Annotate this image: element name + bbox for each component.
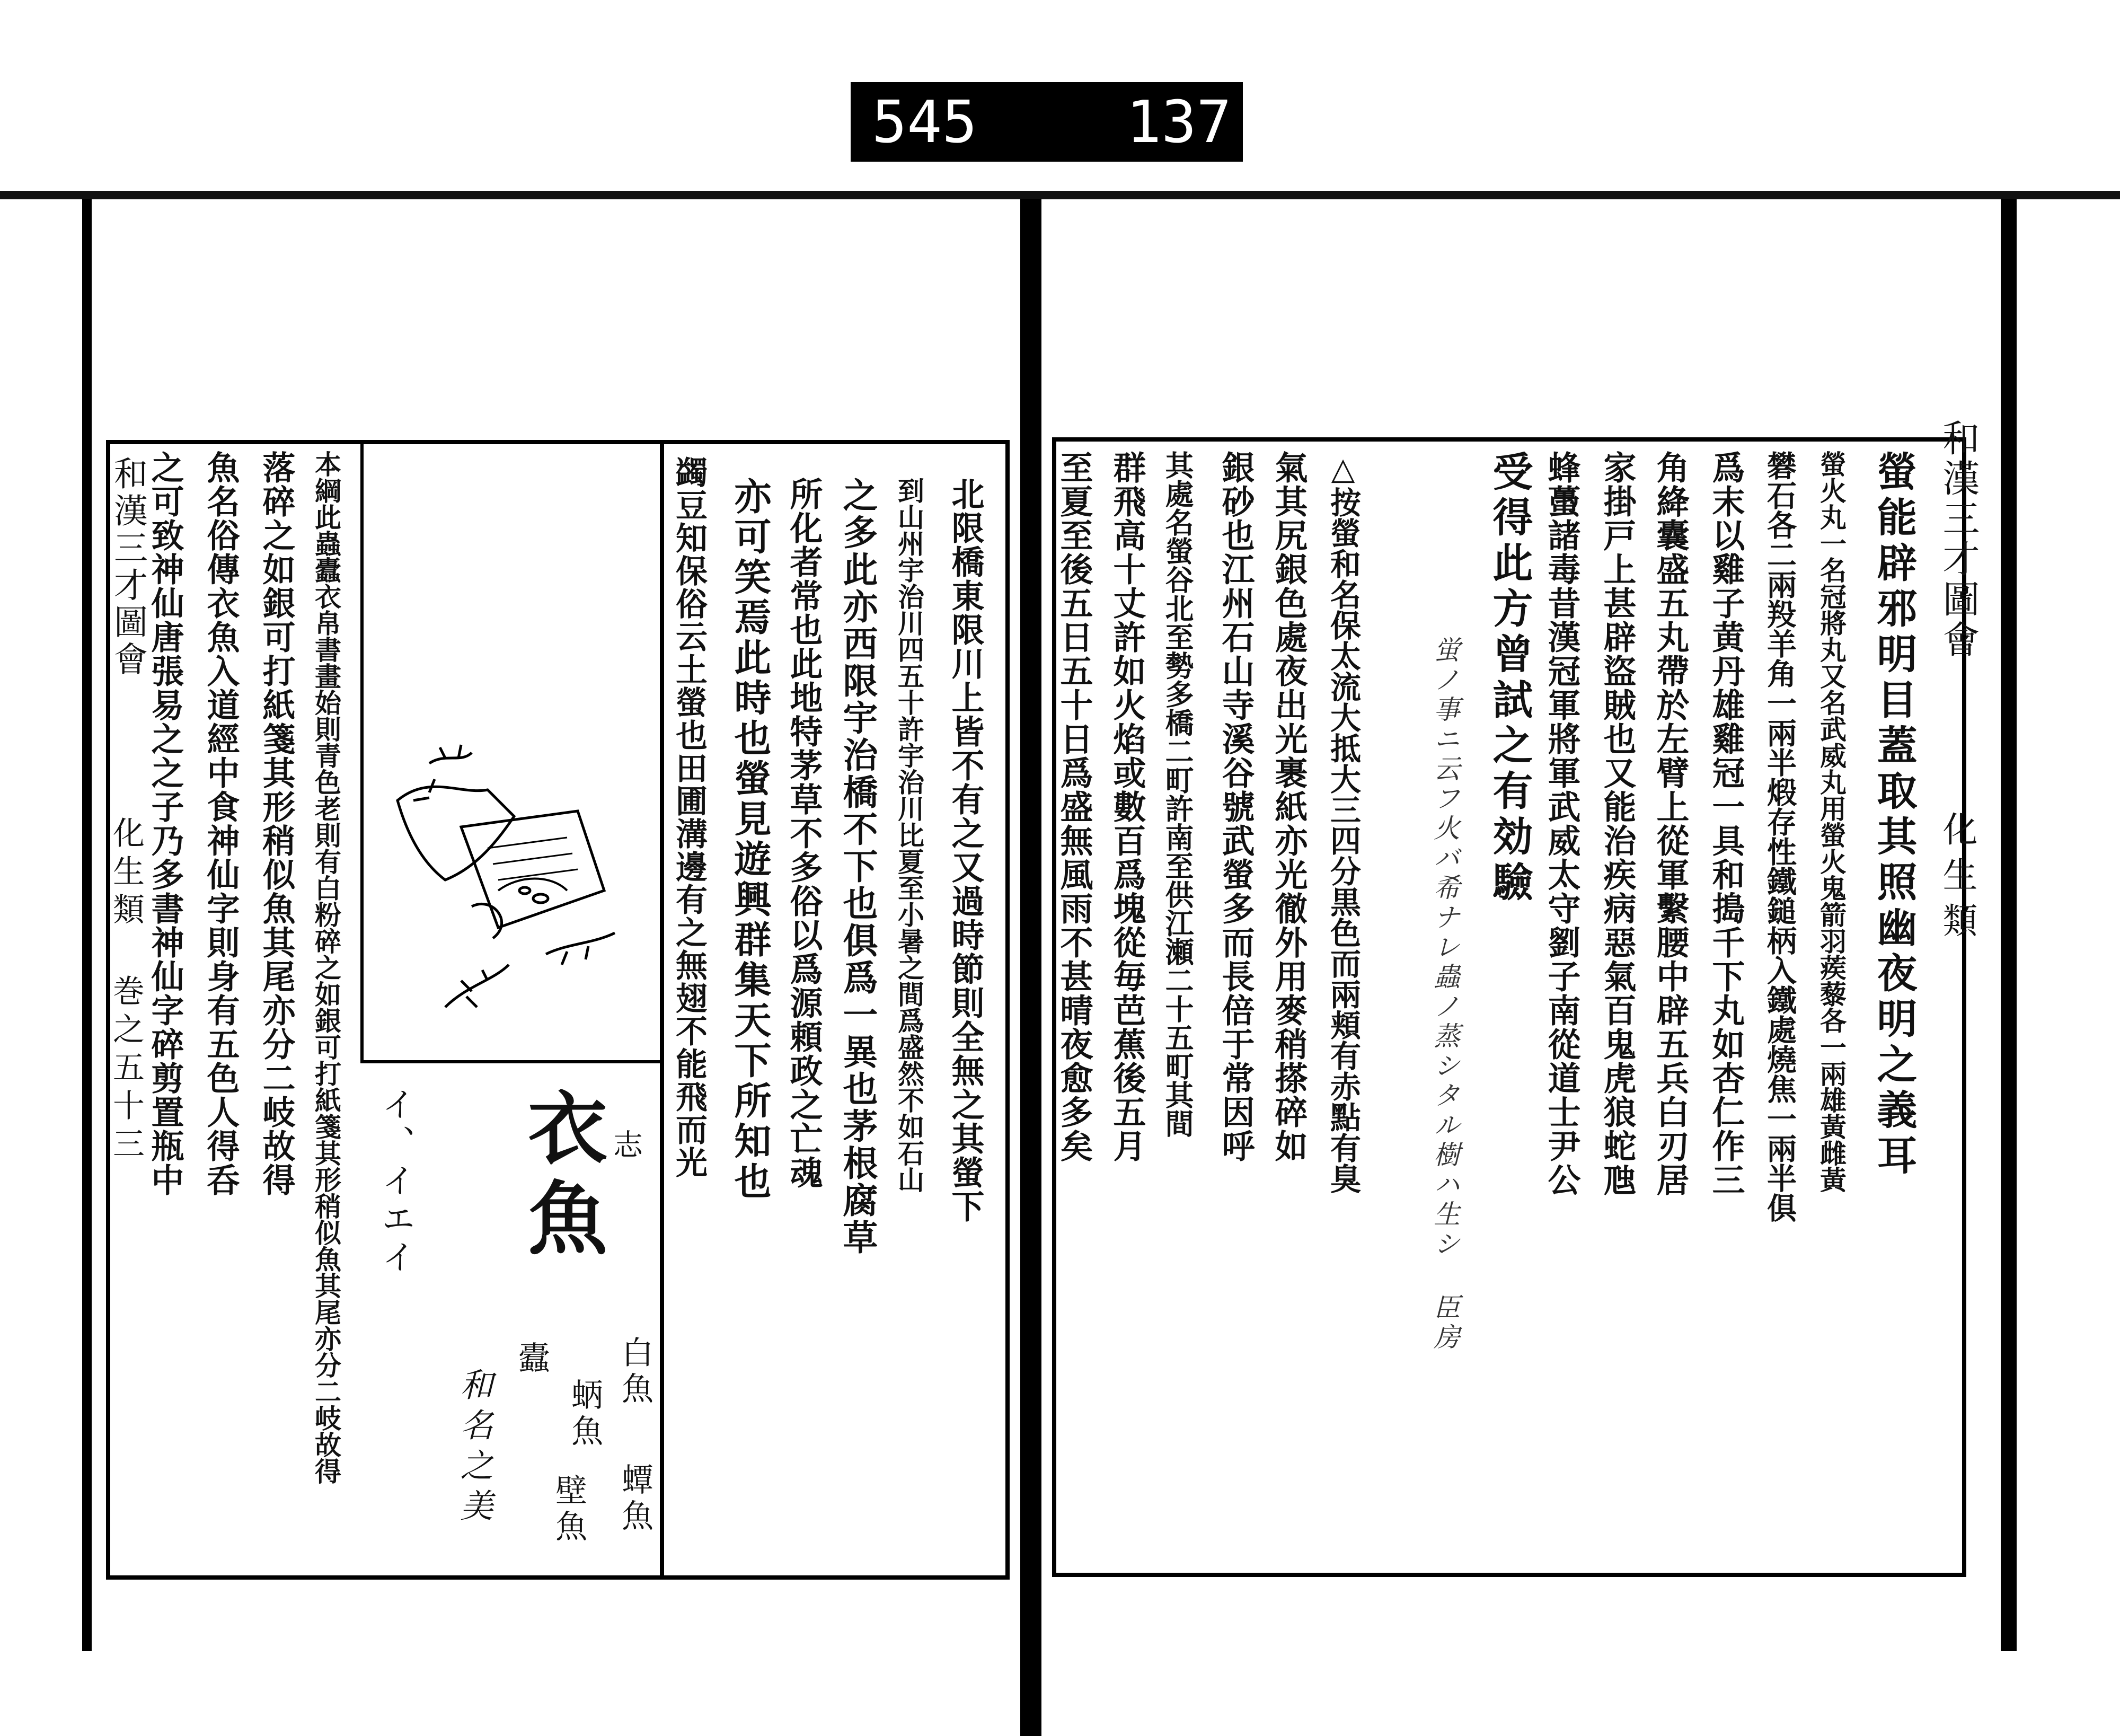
alias-1: 白魚	[616, 1336, 653, 1408]
right-column-4: 爲末以雞子黄丹雄雞冠一具和搗千下丸如杏仁作三	[1707, 451, 1745, 1197]
left-lower-column-1: 本綱此蟲蠹衣帛書畫始則青色老則有白粉碎之如銀可打紙箋其形稍似魚其尾亦分二岐故得	[311, 451, 342, 1484]
alias-2: 蟫魚	[616, 1463, 653, 1535]
alias-5: 蠹	[513, 1341, 550, 1373]
right-header: 和漢三才圖會	[1937, 419, 1980, 660]
left-column-4: 所化者常也此地特茅草不多俗以爲源頼政之亡魂	[784, 477, 823, 1189]
left-column-1: 北限橋東限川上皆不有之又過時節則全無之其螢下	[946, 477, 985, 1223]
right-column-7: 蜂蠆諸毒昔漢冠軍將軍武威太守劉子南從道士尹公	[1542, 451, 1581, 1197]
right-column-8: 受得此方曾試之有効驗	[1486, 451, 1533, 906]
archive-number-tag	[851, 82, 1243, 162]
right-column-1: 螢能辟邪明目蓋取其照幽夜明之義耳	[1870, 451, 1918, 1180]
left-column-6: 蠲豆知保俗云土螢也田圃溝邊有之無翅不能飛而光	[670, 456, 708, 1179]
left-column-2: 到山州宇治川四五十許宇治川比夏至小暑之間爲盛然不如石山	[894, 477, 925, 1193]
book-gutter	[1020, 199, 1041, 1736]
left-column-5: 亦可笑焉此時也螢見遊興群集天下所知也	[728, 477, 772, 1202]
right-column-5: 角絳囊盛五丸帶於左臂上從軍繫腰中辟五兵白刃居	[1651, 451, 1690, 1197]
alias-3: 蛃魚	[566, 1378, 603, 1450]
entry-reading: イ、イエイ	[376, 1087, 415, 1277]
left-tab: 化生類 巻之五十三	[108, 816, 145, 1165]
right-column-2: 螢火丸一名冠將丸又名武威丸用螢火鬼箭羽蒺藜各一兩雄黃雌黃	[1816, 451, 1847, 1193]
right-column-3: 礬石各二兩羖羊角一兩半煅存性鐵鎚柄入鐵處燒焦一兩半俱	[1762, 451, 1797, 1222]
right-column-10: 氣其尻銀色處夜出光裹紙亦光徹外用麥稍搽碎如	[1269, 451, 1308, 1163]
handwritten-annotation: 蛍ノ事ニ云フ火バ希ナレ蟲ノ蒸シタル樹ハ生シ 臣房	[1429, 636, 1460, 1353]
archive-number-left: 545	[872, 88, 977, 156]
entry-note: 志	[608, 1129, 643, 1159]
scan-edge	[0, 191, 2120, 199]
right-tab: 化生類	[1937, 811, 1977, 948]
archive-number-right: 137	[1126, 88, 1232, 156]
alias-4: 壁魚	[550, 1474, 587, 1546]
left-header: 和漢三才圖會	[108, 456, 147, 678]
left-column-3: 之多此亦西限宇治橋不下也俱爲一異也茅根腐草	[837, 477, 878, 1256]
right-column-13: 群飛高十丈許如火焰或數百爲塊從毎芭蕉後五月	[1108, 451, 1146, 1163]
silverfish-illustration	[366, 732, 652, 1028]
right-column-9: △按螢和名保太流大抵大三四分黒色而兩頬有赤點有臭	[1325, 451, 1361, 1194]
right-column-6: 家掛戸上甚辟盜賊也又能治疾病惡氣百鬼虎狼蛇虺	[1598, 451, 1637, 1197]
right-column-14: 至夏至後五日五十日爲盛無風雨不甚晴夜愈多矣	[1055, 451, 1093, 1163]
right-column-11: 銀砂也江州石山寺溪谷號武螢多而長倍于常因呼	[1216, 451, 1255, 1163]
entry-title: 衣魚	[514, 1087, 607, 1267]
right-column-12: 其處名螢谷北至勢多橋二町許南至供江瀬二十五町其間	[1161, 451, 1195, 1138]
left-heading-box-rule	[360, 1060, 662, 1063]
left-lower-column-3: 魚名俗傳衣魚入道經中食神仙字則身有五色人得呑	[201, 451, 240, 1197]
wamyo-reading: 和名之美	[455, 1368, 493, 1529]
left-lower-column-4: 之可致神仙唐張易之之子乃多書神仙字碎剪置瓶中	[146, 451, 184, 1197]
left-lower-column-2: 落碎之如銀可打紙箋其形稍似魚其尾亦分二岐故得	[257, 451, 296, 1197]
